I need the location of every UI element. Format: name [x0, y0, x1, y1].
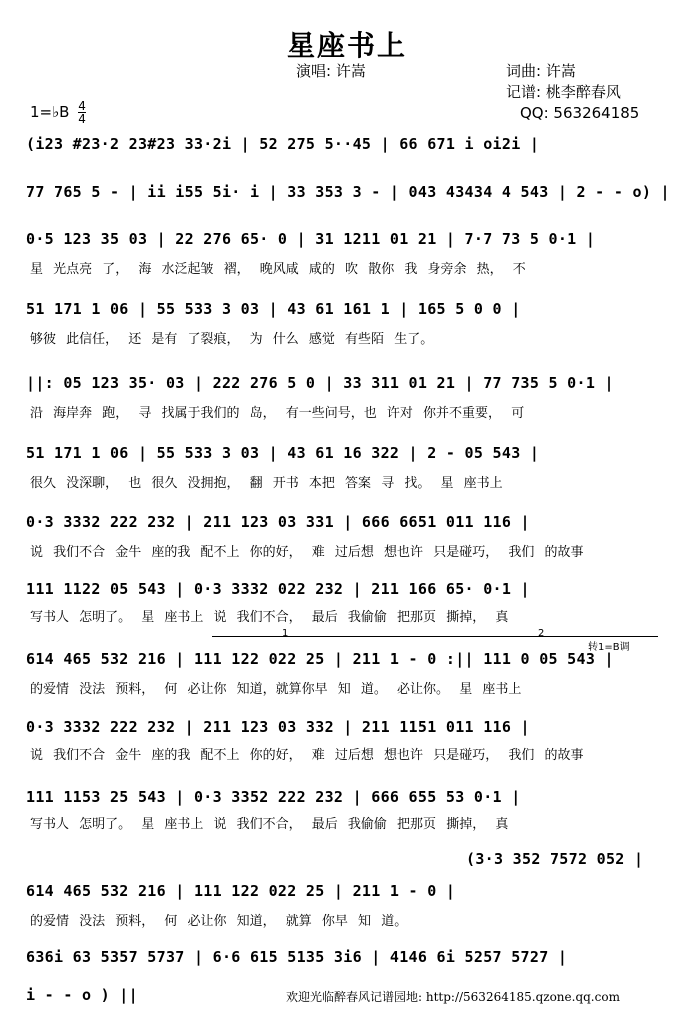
notation-line-10: 0·3 3332 222 232 | 211 123 03 332 | 211 1151 011 116 | [26, 718, 530, 736]
lyrics-line-6: 很久 没深聊， 也 很久 没拥抱， 翻 开书 本把 答案 寻 找。 星 座书上 [30, 476, 503, 491]
notation-interlude-line: (3·3 352 7572 052 | [466, 850, 644, 868]
notation-line-2: 77 765 5 - | ii i55 5i· i | 33 353 3 - | 043 43434 4 543 | 2 - - o) | [26, 183, 670, 201]
time-signature [78, 100, 86, 125]
notation-line-11: 111 1153 25 543 | 0·3 3352 222 232 | 666 655 53 0·1 | [26, 788, 521, 806]
first-ending-number: 1 [282, 628, 289, 639]
modulation-marking: 转1=B调 [588, 642, 630, 653]
notation-line-1: (i23 #23·2 23#23 33·2i | 52 275 5··45 | 66 671 i oi2i | [26, 135, 540, 153]
notation-line-14: i - - o ) || [26, 986, 138, 1004]
lyrics-line-12: 的爱情 没法 预料， 何 必让你 知道， 就算 你早 知 道。 [30, 914, 408, 929]
notation-line-9: 614 465 532 216 | 111 122 022 25 | 211 1 - 0 :|| 111 0 05 543 | [26, 650, 614, 668]
transcriber-credit: 记谱: 桃李醉春风 [506, 83, 621, 101]
notation-line-13: 636i 63 5357 5737 | 6·6 615 5135 3i6 | 4146 6i 5257 5727 | [26, 948, 568, 966]
key-label: 1=♭B [30, 103, 70, 121]
singer-credit: 演唱: 许嵩 [296, 62, 366, 80]
time-signature-numerator: 4 [78, 99, 86, 113]
qq-contact: QQ: 563264185 [520, 104, 640, 122]
lyrics-line-9: 的爱情 没法 预料， 何 必让你 知道，就算你早 知 道。 必让你。 星 座书上 [30, 682, 522, 697]
footer-website: 欢迎光临醉春风记谱园地: http://563264185.qzone.qq.com [286, 990, 620, 1004]
second-ending-number: 2 [538, 628, 545, 639]
lyrics-line-10: 说 我们不合 金牛 座的我 配不上 你的好， 难 过后想 想也许 只是碰巧， 我们 的故事 [30, 748, 584, 763]
lyrics-line-8: 写书人 怎明了。 星 座书上 说 我们不合， 最后 我偷偷 把那页 撕掉， 真 [30, 610, 509, 625]
notation-line-7: 0·3 3332 222 232 | 211 123 03 331 | 666 6651 011 116 | [26, 513, 530, 531]
first-ending-bracket [212, 636, 524, 645]
lyrics-line-3: 星 光点亮 了， 海 水泛起皱 褶， 晚风咸 咸的 吹 散你 我 身旁余 热， 不 [30, 262, 526, 277]
notation-line-4: 51 171 1 06 | 55 533 3 03 | 43 61 161 1 | 165 5 0 0 | [26, 300, 521, 318]
time-signature-denominator: 4 [78, 112, 86, 126]
lyrics-line-5: 沿 海岸奔 跑， 寻 找属于我们的 岛， 有一些问号，也 许对 你并不重要， 可 [30, 406, 525, 421]
notation-line-6: 51 171 1 06 | 55 533 3 03 | 43 61 16 322 | 2 - 05 543 | [26, 444, 540, 462]
page-title: 星座书上 [286, 29, 407, 62]
key-signature [30, 100, 86, 125]
notation-line-5: ||: 05 123 35· 03 | 222 276 5 0 | 33 311 01 21 | 77 735 5 0·1 | [26, 374, 614, 392]
lyrics-line-7: 说 我们不合 金牛 座的我 配不上 你的好， 难 过后想 想也许 只是碰巧， 我们 的故事 [30, 545, 584, 560]
lyrics-line-4: 够彼 此信任， 还 是有 了裂痕， 为 什么 感觉 有些陌 生了。 [30, 332, 434, 347]
lyrics-line-11: 写书人 怎明了。 星 座书上 说 我们不合， 最后 我偷偷 把那页 撕掉， 真 [30, 817, 509, 832]
notation-line-12: 614 465 532 216 | 111 122 022 25 | 211 1 - 0 | [26, 882, 456, 900]
second-ending-bracket [500, 636, 658, 645]
lyricist-credit: 词曲: 许嵩 [506, 62, 576, 80]
notation-line-3: 0·5 123 35 03 | 22 276 65· 0 | 31 1211 01 21 | 7·7 73 5 0·1 | [26, 230, 596, 248]
notation-line-8: 111 1122 05 543 | 0·3 3332 022 232 | 211 166 65· 0·1 | [26, 580, 530, 598]
